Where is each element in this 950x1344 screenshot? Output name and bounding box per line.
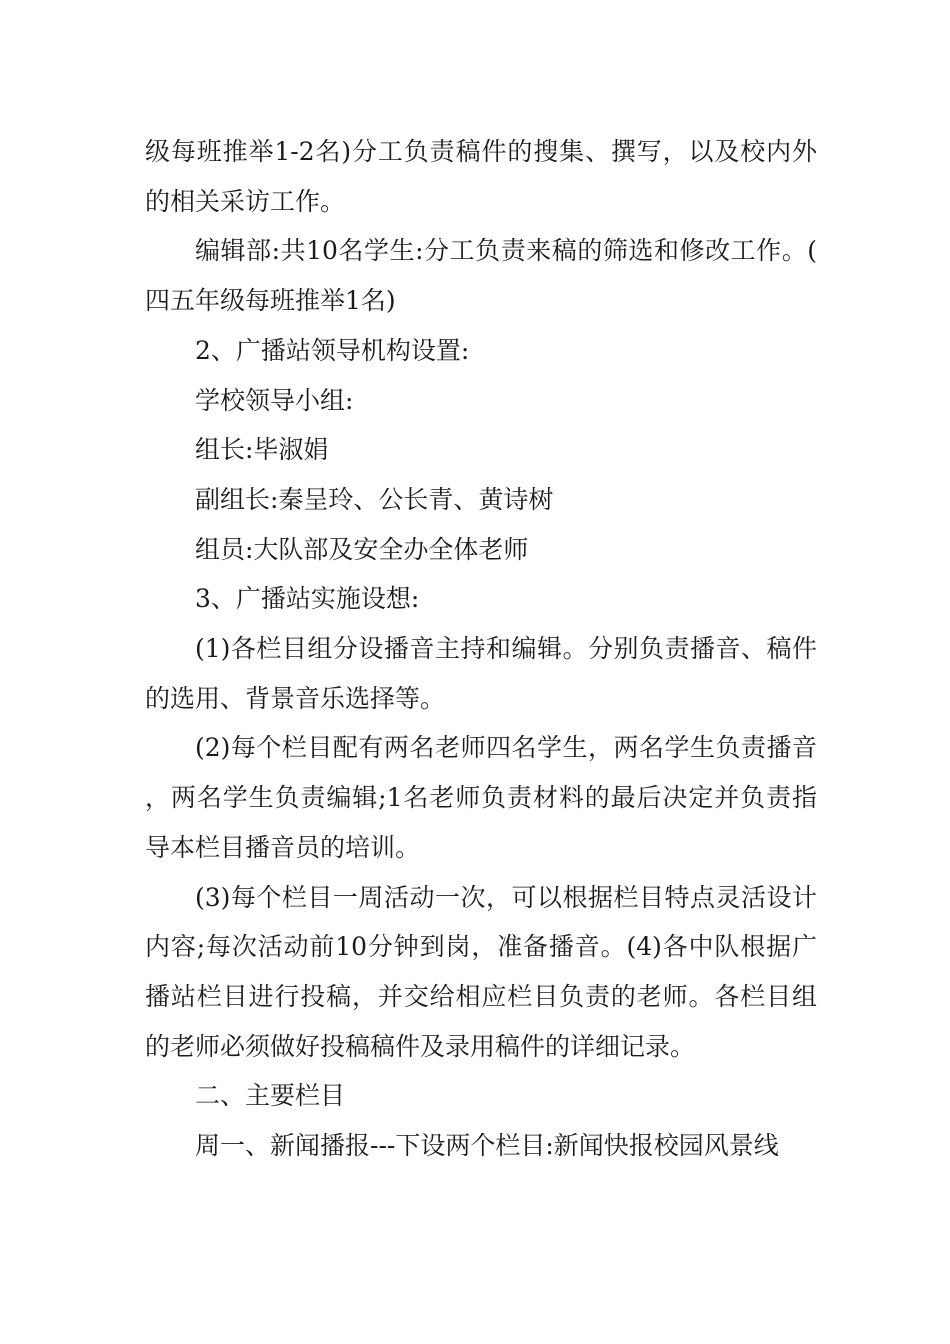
- paragraph-7: 组员:大队部及安全办全体老师: [195, 534, 529, 564]
- paragraph-2: 编辑部:共10名学生:分工负责来稿的筛选和修改工作。(四五年级每班推举1名): [145, 236, 817, 316]
- paragraph-5: 组长:毕淑娟: [195, 435, 329, 465]
- paragraph-9: (1)各栏目组分设播音主持和编辑。分别负责播音、稿件的选用、背景音乐选择等。: [145, 634, 817, 713]
- paragraph-3: 2、广播站领导机构设置:: [195, 335, 470, 365]
- paragraph-13: 周一、新闻播报---下设两个栏目:新闻快报校园风景线: [195, 1131, 779, 1161]
- paragraph-10: (2)每个栏目配有两名老师四名学生，两名学生负责播音，两名学生负责编辑;1名老师负责材料的最后决定并负责指导本栏目播音员的培训。: [145, 733, 817, 862]
- document-body: [145, 127, 817, 1171]
- paragraph-4: 学校领导小组:: [195, 385, 354, 415]
- paragraph-12: 二、主要栏目: [195, 1081, 346, 1111]
- paragraph-8: 3、广播站实施设想:: [195, 584, 420, 614]
- paragraph-11: (3)每个栏目一周活动一次，可以根据栏目特点灵活设计内容;每次活动前10分钟到岗，准备播音。(4)各中队根据广播站栏目进行投稿，并交给相应栏目负责的老师。各栏目组的老师必须做好投稿稿件及录用稿件的详细记录。: [145, 882, 817, 1061]
- paragraph-6: 副组长:秦呈玲、公长青、黄诗树: [195, 484, 554, 514]
- paragraph-1: 级每班推举1-2名)分工负责稿件的搜集、撰写，以及校内外的相关采访工作。: [145, 137, 817, 216]
